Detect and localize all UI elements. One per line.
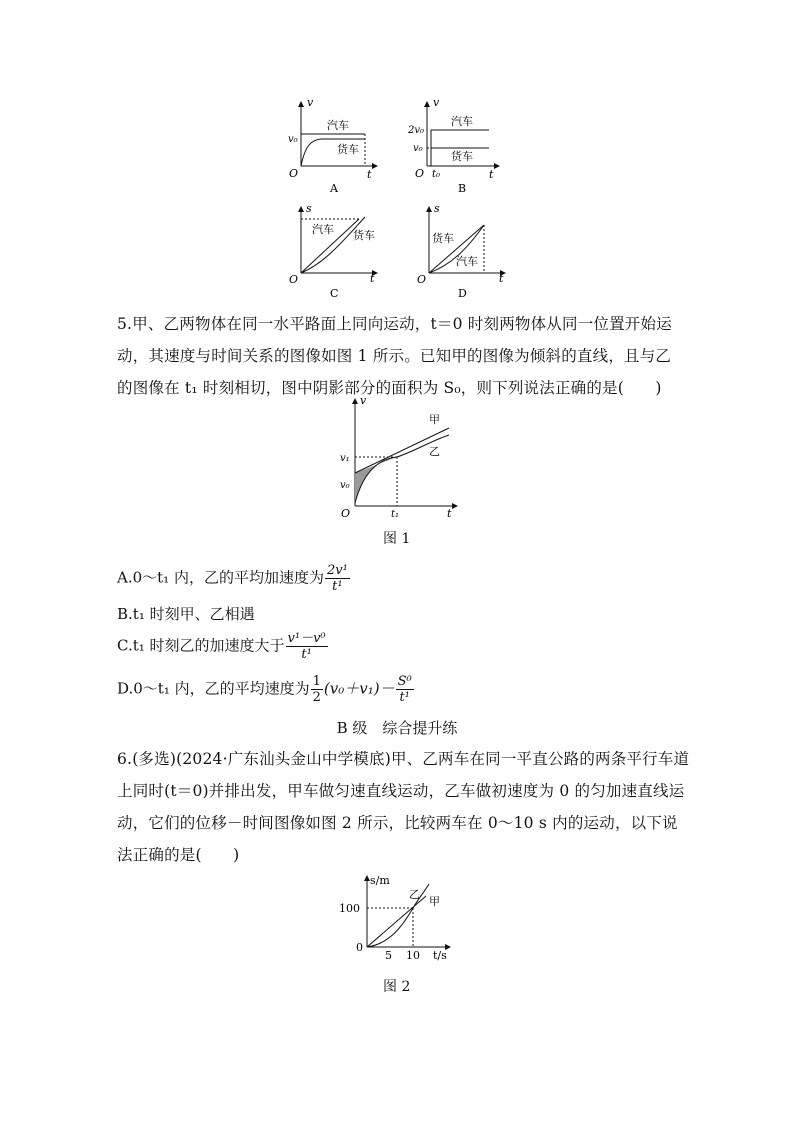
graph-b bbox=[405, 96, 505, 194]
q5-stem-line-2: 动，其速度与时间关系的图像如图 1 所示。已知甲的图像为倾斜的直线，且与乙 bbox=[117, 347, 672, 365]
q6-stem-line-2: 上同时(t＝0)并排出发，甲车做匀速直线运动，乙车做初速度为 0 的匀加速直线运 bbox=[117, 782, 685, 800]
car-label: 汽车 bbox=[451, 115, 473, 128]
option-label-a: A bbox=[330, 182, 338, 194]
graph-d bbox=[415, 201, 515, 301]
x-tick-10: 10 bbox=[406, 949, 420, 962]
option-d-half bbox=[311, 675, 323, 704]
option-d-mid: (v₀＋v₁)－ bbox=[323, 679, 395, 698]
fraction-denominator: t¹ bbox=[399, 690, 410, 705]
figure-2-graph bbox=[334, 872, 462, 964]
car-label: 汽车 bbox=[456, 255, 478, 268]
option-a-fraction bbox=[325, 564, 350, 593]
figure-1-graph bbox=[335, 395, 460, 520]
fraction-denominator: t¹ bbox=[332, 579, 343, 594]
q5-stem-line-1: 5.甲、乙两物体在同一水平路面上同向运动，t＝0 时刻两物体从同一位置开始运 bbox=[117, 315, 672, 333]
s-axis-label: s bbox=[306, 202, 312, 215]
q6-stem-line-1: 6.(多选)(2024·广东汕头金山中学模底)甲、乙两车在同一平直公路的两条平行车道 bbox=[117, 750, 690, 768]
q5-option-b: B.t₁ 时刻甲、乙相遇 bbox=[117, 605, 255, 623]
t-axis-label: t bbox=[489, 168, 494, 181]
jia-label: 甲 bbox=[429, 413, 440, 426]
fraction-numerator: 2v¹ bbox=[326, 563, 348, 578]
origin-label: O bbox=[417, 273, 427, 286]
s-axis-label: s/m bbox=[370, 874, 390, 887]
v0-label: v₀ bbox=[340, 480, 350, 491]
2v0-label: 2v₀ bbox=[408, 125, 425, 136]
v-axis-label: v bbox=[307, 96, 314, 109]
origin-label: O bbox=[341, 507, 351, 520]
q6-stem-line-4: 法正确的是( ) bbox=[117, 846, 240, 864]
truck-label: 货车 bbox=[432, 232, 454, 245]
fraction-numerator: 1 bbox=[312, 674, 321, 689]
s-axis-label: s bbox=[434, 202, 440, 215]
option-label-c: C bbox=[330, 287, 339, 300]
graph-a bbox=[285, 96, 385, 194]
option-d-text: D.0～t₁ 内，乙的平均速度为 bbox=[117, 679, 310, 698]
t0-label: t₀ bbox=[432, 169, 441, 180]
q5-option-d bbox=[117, 675, 415, 704]
fraction-denominator: 2 bbox=[312, 690, 321, 705]
option-c-fraction bbox=[286, 632, 328, 661]
option-a-text: A.0～t₁ 内，乙的平均加速度为 bbox=[117, 568, 324, 587]
option-c-text: C.t₁ 时刻乙的加速度大于 bbox=[117, 636, 285, 655]
v1-label: v₁ bbox=[340, 453, 350, 464]
t-axis-label: t bbox=[370, 272, 375, 285]
q5-option-c bbox=[117, 632, 329, 661]
truck-label: 货车 bbox=[451, 150, 473, 163]
origin-label: O bbox=[415, 167, 425, 180]
q5-stem-line-3: 的图像在 t₁ 时刻相切，图中阴影部分的面积为 S₀，则下列说法正确的是( ) bbox=[117, 379, 662, 397]
v0-label: v₀ bbox=[413, 143, 423, 154]
t-axis-label: t bbox=[499, 272, 504, 285]
fraction-numerator: v¹－v⁰ bbox=[287, 631, 326, 646]
graph-c bbox=[285, 201, 385, 301]
t-axis-label: t bbox=[447, 507, 452, 520]
t-axis-label: t bbox=[367, 168, 372, 181]
section-level-heading: B 级 综合提升练 bbox=[336, 719, 458, 737]
yi-label: 乙 bbox=[429, 445, 440, 458]
figure-1-caption: 图 1 bbox=[383, 531, 411, 547]
figure-2-caption: 图 2 bbox=[383, 979, 411, 995]
option-d-fraction bbox=[396, 675, 414, 704]
car-label: 汽车 bbox=[312, 223, 334, 236]
x-tick-5: 5 bbox=[385, 949, 392, 962]
origin-label: O bbox=[289, 167, 299, 180]
t1-label: t₁ bbox=[391, 509, 400, 520]
v-axis-label: v bbox=[433, 96, 440, 109]
yi-label: 乙 bbox=[409, 888, 420, 901]
origin-label: 0 bbox=[356, 941, 363, 954]
option-label-d: D bbox=[458, 287, 467, 300]
truck-label: 货车 bbox=[337, 143, 359, 156]
fraction-numerator: S⁰ bbox=[397, 674, 412, 689]
car-label: 汽车 bbox=[327, 119, 349, 132]
y-tick-100: 100 bbox=[339, 902, 360, 915]
q5-option-a bbox=[117, 564, 351, 593]
v-axis-label: v bbox=[360, 395, 367, 407]
v0-label: v₀ bbox=[288, 134, 298, 145]
t-axis-label: t/s bbox=[433, 949, 447, 962]
option-label-b: B bbox=[458, 182, 467, 194]
jia-label: 甲 bbox=[429, 895, 440, 908]
fraction-denominator: t¹ bbox=[301, 647, 312, 662]
origin-label: O bbox=[289, 273, 299, 286]
truck-label: 货车 bbox=[353, 229, 375, 242]
q6-stem-line-3: 动，它们的位移－时间图像如图 2 所示，比较两车在 0～10 s 内的运动，以下说 bbox=[117, 814, 678, 832]
